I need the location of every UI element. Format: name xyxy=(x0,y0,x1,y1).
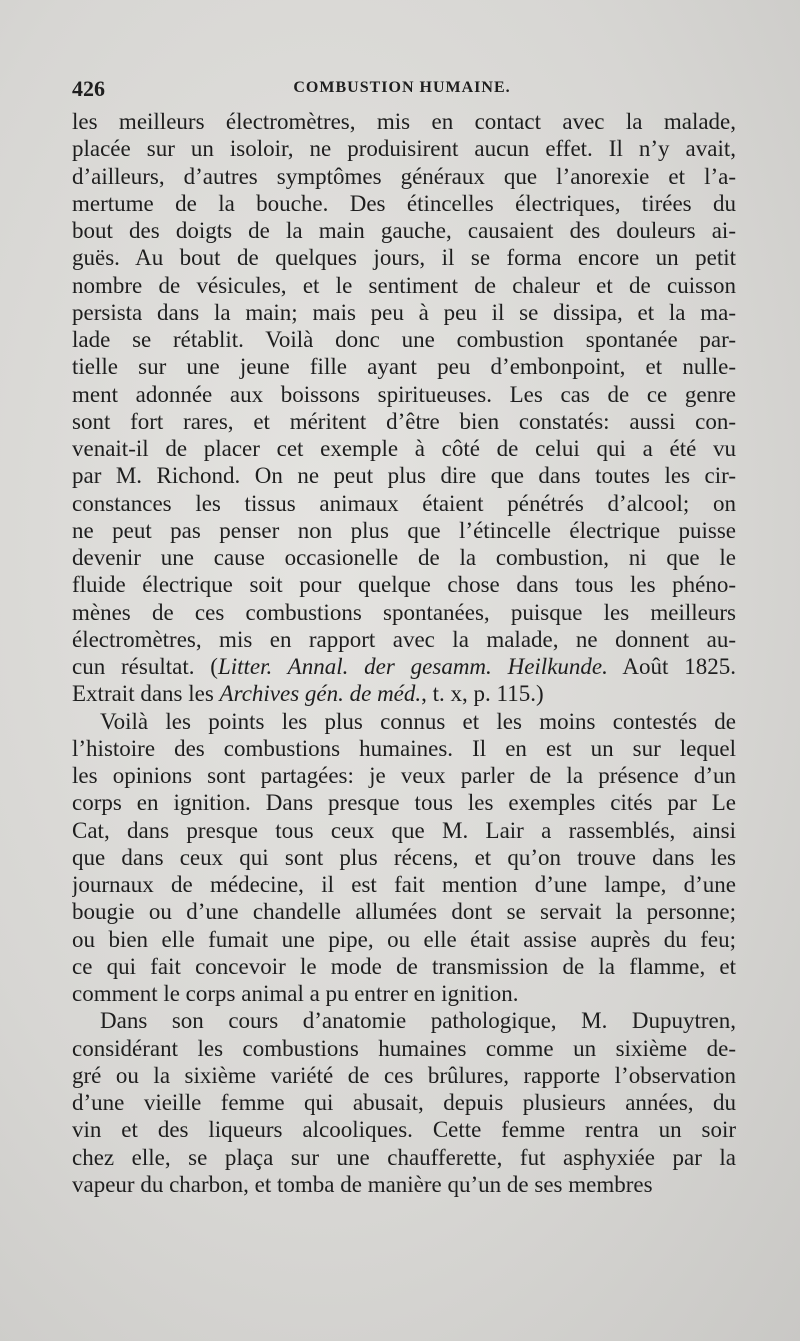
text-line: d’une vieille femme qui abusait, depuis plusieurs années, du xyxy=(72,1090,736,1115)
running-title: COMBUSTION HUMAINE. xyxy=(293,79,511,96)
citation-text: Extrait dans les xyxy=(72,681,220,707)
text-line: bout des doigts de la main gauche, causaient des douleurs ai- xyxy=(72,218,736,243)
text-line: d’ailleurs, d’autres symptômes généraux que l’anorexie et l’a- xyxy=(72,163,736,189)
text-line: ce qui fait concevoir le mode de transmission de la flamme, et xyxy=(72,953,736,979)
text-line xyxy=(72,653,736,680)
text-line: journaux de médecine, il est fait mention d’une lampe, d’une xyxy=(72,872,736,897)
paragraph xyxy=(72,708,736,1008)
text-line: comment le corps animal a pu entrer en ignition. xyxy=(72,981,519,1006)
text-line: par M. Richond. On ne peut plus dire que dans toutes les cir- xyxy=(72,463,736,489)
page-header xyxy=(72,76,732,104)
text-line: lade se rétablit. Voilà donc une combustion spontanée par- xyxy=(72,327,736,352)
text-line: vapeur du charbon, et tomba de manière qu’un de ses membres xyxy=(72,1171,653,1197)
text-line: venait-il de placer cet exemple à côté de celui qui a été vu xyxy=(72,436,736,461)
citation-title: Archives gén. de méd. xyxy=(219,681,422,707)
paragraph xyxy=(72,108,736,708)
text-line: placée sur un isoloir, ne produisirent aucun effet. Il n’y avait, xyxy=(72,136,736,162)
text-line: ou bien elle fumait une pipe, ou elle était assise auprès du feu; xyxy=(72,926,736,952)
text-line: chez elle, se plaça sur une chaufferette, fut asphyxiée par la xyxy=(72,1144,736,1170)
text-line: mertume de la bouche. Des étincelles électriques, tirées du xyxy=(72,190,736,216)
citation-title: Litter. Annal. der gesamm. Heilkunde. xyxy=(217,654,608,679)
text-line: vin et des liqueurs alcooliques. Cette femme rentra un soir xyxy=(72,1117,736,1143)
text-line: corps en ignition. Dans presque tous les exemples cités par Le xyxy=(72,790,736,816)
text-line: l’histoire des combustions humaines. Il en est un sur lequel xyxy=(72,735,736,761)
body-text xyxy=(72,108,736,1198)
text-line: gré ou la sixième variété de ces brûlures, rapporte l’observation xyxy=(72,1062,736,1088)
text-line: constances les tissus animaux étaient pénétrés d’alcool; on xyxy=(72,490,736,516)
citation-text: , t. x, p. 115.) xyxy=(421,681,544,707)
text-line: tielle sur une jeune fille ayant peu d’embonpoint, et nulle- xyxy=(72,354,736,380)
text-line: bougie ou d’une chandelle allumées dont se servait la personne; xyxy=(72,899,736,925)
text-line: que dans ceux qui sont plus récens, et qu’on trouve dans les xyxy=(72,844,736,870)
text-line: devenir une cause occasionelle de la combustion, ni que le xyxy=(72,545,736,570)
paragraph xyxy=(72,1007,736,1198)
text-line: nombre de vésicules, et le sentiment de chaleur et de cuisson xyxy=(72,272,736,298)
text-line: ne peut pas penser non plus que l’étincelle électrique puisse xyxy=(72,517,736,543)
text-line xyxy=(72,680,736,707)
text-line: Dans son cours d’anatomie pathologique, M. Dupuytren, xyxy=(100,1008,736,1034)
text-line: ment adonnée aux boissons spiritueuses. Les cas de ce genre xyxy=(72,381,736,407)
text-line: considérant les combustions humaines comme un sixième de- xyxy=(72,1035,736,1061)
text-line: sont fort rares, et méritent d’être bien constatés: aussi con- xyxy=(72,408,736,434)
text-line: électromètres, mis en rapport avec la malade, ne donnent au- xyxy=(72,626,736,652)
text-line: guës. Au bout de quelques jours, il se forma encore un petit xyxy=(72,245,736,271)
text-line: Voilà les points les plus connus et les moins contestés de xyxy=(100,708,736,734)
text-line: mènes de ces combustions spontanées, puisque les meilleurs xyxy=(72,599,736,625)
text-line: fluide électrique soit pour quelque chose dans tous les phéno- xyxy=(72,572,736,598)
page-number: 426 xyxy=(72,76,105,101)
citation-text: cun résultat. ( xyxy=(72,654,218,679)
text-line: persista dans la main; mais peu à peu il se dissipa, et la ma- xyxy=(72,299,736,325)
citation-text: Août 1825. xyxy=(607,654,736,679)
text-line: les meilleurs électromètres, mis en contact avec la malade, xyxy=(72,109,736,134)
text-line: les opinions sont partagées: je veux parler de la présence d’un xyxy=(72,763,736,788)
text-line: Cat, dans presque tous ceux que M. Lair a rassemblés, ainsi xyxy=(72,817,736,843)
